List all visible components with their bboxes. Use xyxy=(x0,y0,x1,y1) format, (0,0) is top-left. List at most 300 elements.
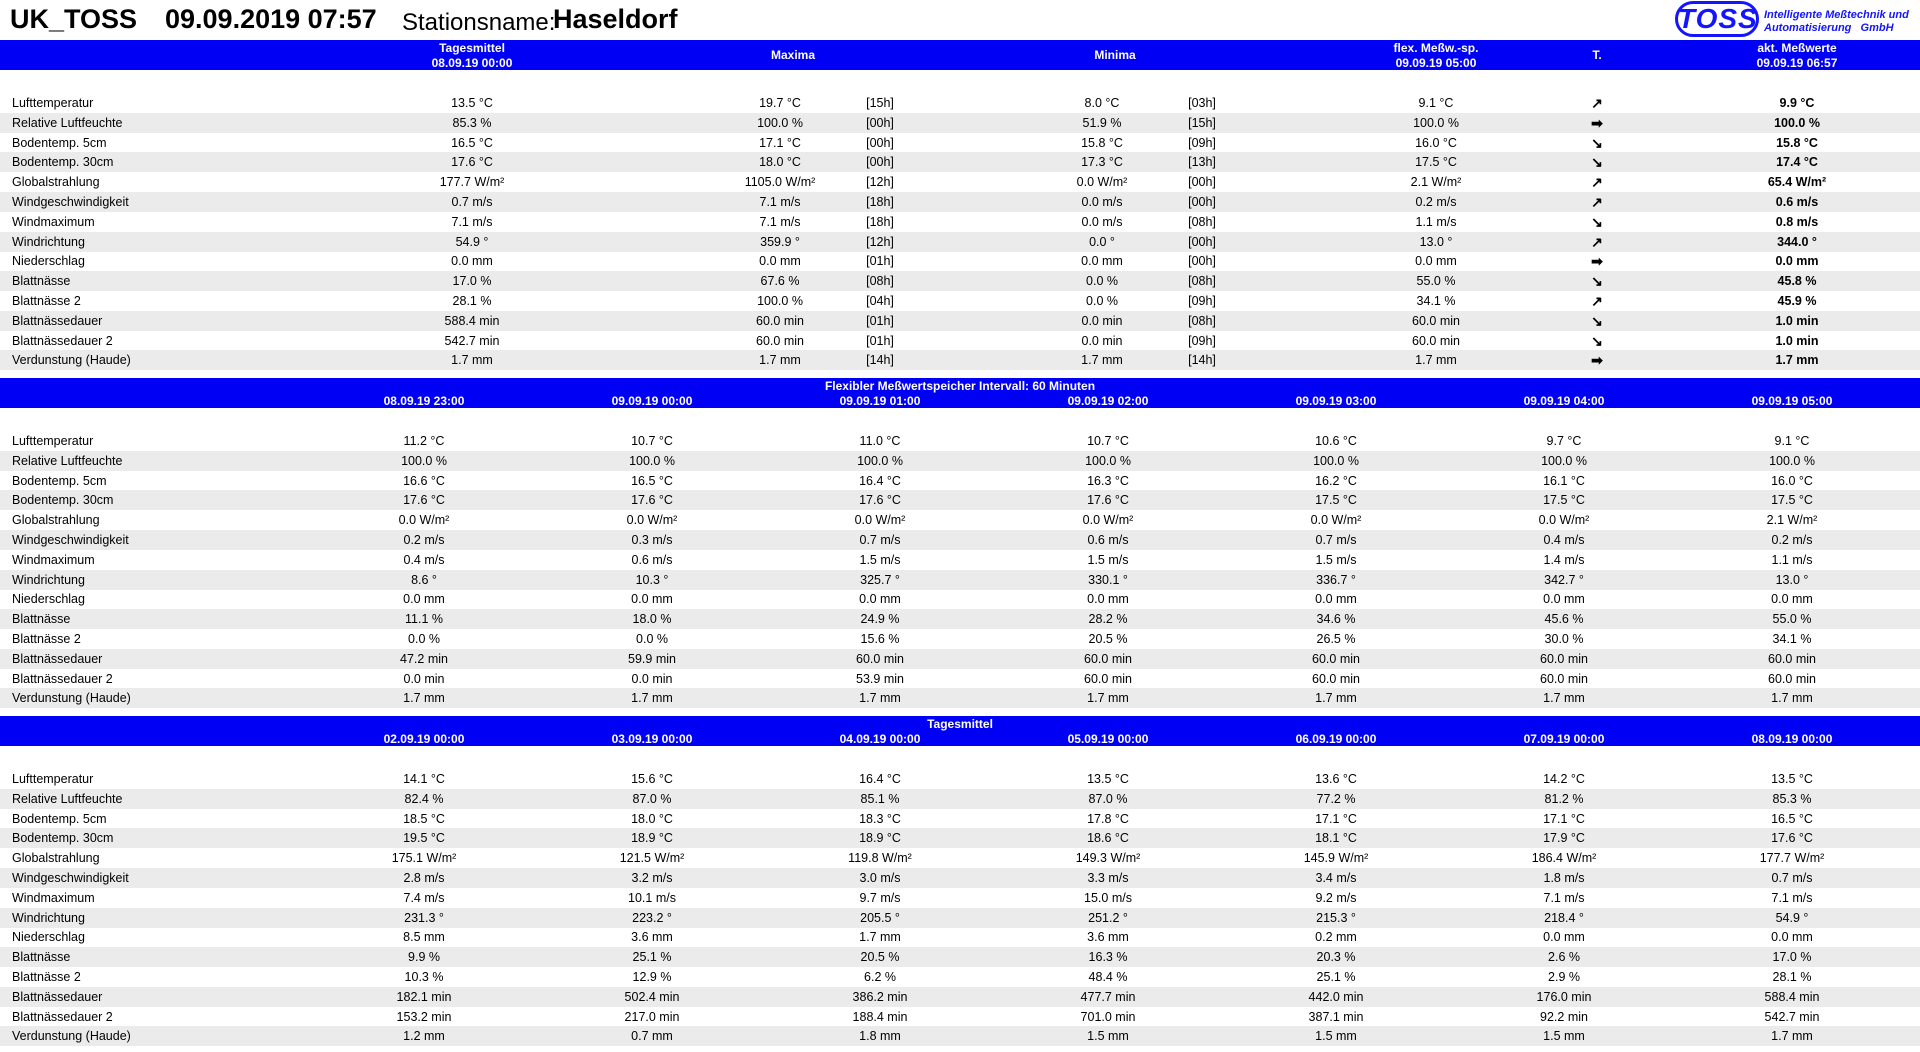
cell-akt: 45.8 % xyxy=(1777,274,1817,289)
row-label: Niederschlag xyxy=(12,592,85,607)
column-date-header: 03.09.19 00:00 xyxy=(611,732,693,746)
cell-flex: 17.5 °C xyxy=(1415,155,1457,170)
row-background xyxy=(0,451,1920,471)
table-cell: 13.5 °C xyxy=(1087,772,1129,786)
table-cell: 2.8 m/s xyxy=(403,871,445,885)
table-cell: 0.0 mm xyxy=(1087,592,1129,607)
row-background xyxy=(0,868,1920,888)
station-name: Haseldorf xyxy=(553,4,678,34)
table-cell: 16.3 % xyxy=(1088,950,1128,965)
row-label: Blattnässedauer 2 xyxy=(12,671,113,686)
cell-max-h: [15h] xyxy=(866,96,894,110)
cell-avg: 54.9 ° xyxy=(455,234,489,249)
column-date-header: 02.09.19 00:00 xyxy=(383,732,465,746)
trend-arrow-icon: ➡ xyxy=(1591,253,1603,270)
table-cell: 18.9 °C xyxy=(631,831,673,846)
cell-avg: 7.1 m/s xyxy=(451,214,493,229)
cell-min-h: [00h] xyxy=(1188,195,1216,209)
table-cell: 1.5 m/s xyxy=(859,552,901,567)
table-cell: 1.5 mm xyxy=(1315,1029,1357,1044)
trend-arrow-icon: ↘ xyxy=(1591,154,1603,171)
cell-avg: 542.7 min xyxy=(444,333,500,348)
column-date-header: 09.09.19 00:00 xyxy=(611,394,693,408)
row-background xyxy=(0,649,1920,669)
table-cell: 28.2 % xyxy=(1088,612,1128,627)
cell-avg: 17.0 % xyxy=(452,274,492,289)
cell-akt: 45.9 % xyxy=(1777,294,1817,308)
table-cell: 16.0 °C xyxy=(1771,473,1813,488)
cell-min: 15.8 °C xyxy=(1081,135,1123,150)
row-background xyxy=(0,152,1920,172)
table-cell: 1.7 mm xyxy=(1543,691,1585,706)
table-cell: 1.7 mm xyxy=(1771,1029,1813,1044)
cell-flex: 0.2 m/s xyxy=(1415,195,1457,209)
trend-arrow-icon: ➡ xyxy=(1591,114,1603,131)
table-cell: 18.3 °C xyxy=(859,811,901,826)
table-cell: 11.0 °C xyxy=(859,434,901,448)
row-label: Verdunstung (Haude) xyxy=(12,353,131,368)
cell-flex: 9.1 °C xyxy=(1418,96,1454,110)
table-cell: 1.7 mm xyxy=(1315,691,1357,706)
table-cell: 330.1 ° xyxy=(1088,572,1128,587)
table-cell: 100.0 % xyxy=(401,453,447,468)
table-cell: 17.6 °C xyxy=(1771,831,1813,846)
cell-max: 18.0 °C xyxy=(759,155,801,170)
row-label: Lufttemperatur xyxy=(12,772,94,786)
table-cell: 77.2 % xyxy=(1316,791,1356,806)
table-cell: 100.0 % xyxy=(1085,453,1131,468)
cell-akt: 0.6 m/s xyxy=(1775,195,1819,209)
cell-max: 7.1 m/s xyxy=(759,195,801,209)
table-cell: 55.0 % xyxy=(1772,612,1812,627)
table-cell: 1.1 m/s xyxy=(1771,552,1813,567)
trend-arrow-icon: ↘ xyxy=(1591,312,1603,329)
toss-logo xyxy=(1675,0,1920,40)
row-label: Bodentemp. 30cm xyxy=(12,155,114,170)
table-cell: 1.5 m/s xyxy=(1087,552,1129,567)
table-cell: 82.4 % xyxy=(404,791,444,806)
cell-avg: 0.0 mm xyxy=(451,254,493,269)
table-cell: 0.0 W/m² xyxy=(626,513,678,528)
table-cell: 0.0 W/m² xyxy=(854,513,906,528)
table-cell: 17.1 °C xyxy=(1315,811,1357,826)
row-background xyxy=(0,271,1920,291)
cell-min-h: [15h] xyxy=(1188,115,1216,130)
table-cell: 14.2 °C xyxy=(1543,772,1585,786)
table-cell: 16.6 °C xyxy=(403,473,445,488)
cell-min: 17.3 °C xyxy=(1081,155,1123,170)
row-label: Blattnässedauer 2 xyxy=(12,1009,113,1024)
table-cell: 16.4 °C xyxy=(859,772,901,786)
row-label: Bodentemp. 5cm xyxy=(12,473,107,488)
table-cell: 0.0 mm xyxy=(631,592,673,607)
table-cell: 153.2 min xyxy=(396,1009,452,1024)
table-cell: 16.4 °C xyxy=(859,473,901,488)
cell-max: 60.0 min xyxy=(756,333,804,348)
cell-min-h: [08h] xyxy=(1188,274,1216,289)
row-background xyxy=(0,1026,1920,1046)
table-cell: 24.9 % xyxy=(860,612,900,627)
row-label: Blattnässe xyxy=(12,950,71,965)
daily-avg-header-bar xyxy=(0,716,1920,746)
cell-min-h: [00h] xyxy=(1188,234,1216,249)
table-cell: 2.6 % xyxy=(1548,950,1580,965)
table-cell: 0.7 mm xyxy=(631,1029,673,1044)
row-background xyxy=(0,688,1920,708)
table-cell: 18.0 °C xyxy=(631,811,673,826)
row-label: Windrichtung xyxy=(12,910,85,925)
table-cell: 325.7 ° xyxy=(860,572,900,587)
trend-arrow-icon: ↘ xyxy=(1591,134,1603,151)
cell-max: 7.1 m/s xyxy=(759,214,801,229)
row-label: Windrichtung xyxy=(12,572,85,587)
table-cell: 19.5 °C xyxy=(403,831,445,846)
table-cell: 0.0 % xyxy=(408,632,440,646)
table-cell: 13.6 °C xyxy=(1315,772,1357,786)
table-cell: 10.7 °C xyxy=(631,434,673,448)
row-label: Windmaximum xyxy=(12,890,95,905)
row-label: Blattnässe 2 xyxy=(12,632,81,646)
table-cell: 1.5 mm xyxy=(1543,1029,1585,1044)
table-cell: 60.0 min xyxy=(1540,671,1588,686)
cell-min-h: [09h] xyxy=(1188,294,1216,308)
cell-max: 1.7 mm xyxy=(759,353,801,368)
logo-badge: TOSS xyxy=(1675,1,1759,37)
table-cell: 85.1 % xyxy=(860,791,900,806)
cell-avg: 0.7 m/s xyxy=(451,195,493,209)
row-label: Lufttemperatur xyxy=(12,96,94,110)
table-cell: 3.6 mm xyxy=(1087,930,1129,945)
table-cell: 701.0 min xyxy=(1080,1009,1136,1024)
table-cell: 15.6 °C xyxy=(631,772,673,786)
row-label: Verdunstung (Haude) xyxy=(12,691,131,706)
trend-arrow-icon: ↘ xyxy=(1591,332,1603,349)
row-background xyxy=(0,113,1920,133)
cell-flex: 60.0 min xyxy=(1412,313,1460,328)
cell-max-h: [08h] xyxy=(866,274,894,289)
table-cell: 205.5 ° xyxy=(860,910,900,925)
table-cell: 18.9 °C xyxy=(859,831,901,846)
table-cell: 502.4 min xyxy=(624,989,680,1004)
cell-max: 67.6 % xyxy=(760,274,800,289)
table-cell: 0.0 % xyxy=(636,632,668,646)
table-cell: 10.3 % xyxy=(404,970,444,984)
table-cell: 48.4 % xyxy=(1088,970,1128,984)
row-background xyxy=(0,490,1920,510)
cell-max-h: [00h] xyxy=(866,115,894,130)
table-cell: 12.9 % xyxy=(632,970,672,984)
row-background xyxy=(0,987,1920,1007)
cell-min: 0.0 m/s xyxy=(1081,214,1123,229)
trend-arrow-icon: ↘ xyxy=(1591,213,1603,230)
cell-avg: 28.1 % xyxy=(452,294,492,308)
table-cell: 13.5 °C xyxy=(1771,772,1813,786)
cell-max-h: [18h] xyxy=(866,195,894,209)
table-cell: 0.0 mm xyxy=(1771,592,1813,607)
col-header-flex-date: 09.09.19 05:00 xyxy=(1395,56,1477,70)
cell-min: 51.9 % xyxy=(1082,115,1122,130)
table-cell: 175.1 W/m² xyxy=(391,851,457,866)
cell-max-h: [00h] xyxy=(866,155,894,170)
table-cell: 17.5 °C xyxy=(1543,493,1585,508)
cell-min-h: [09h] xyxy=(1188,333,1216,348)
col-header-maxima: Maxima xyxy=(770,48,816,62)
table-cell: 100.0 % xyxy=(1313,453,1359,468)
table-cell: 34.1 % xyxy=(1772,632,1812,646)
cell-flex: 55.0 % xyxy=(1416,274,1456,289)
flex-storage-header-bar xyxy=(0,378,1920,408)
table-cell: 0.2 mm xyxy=(1315,930,1357,945)
table-cell: 100.0 % xyxy=(1769,453,1815,468)
cell-max: 100.0 % xyxy=(757,294,803,308)
cell-flex: 1.7 mm xyxy=(1415,353,1457,368)
col-header-tagesmittel-date: 08.09.19 00:00 xyxy=(431,56,513,70)
row-label: Blattnässedauer 2 xyxy=(12,333,113,348)
table-cell: 0.7 m/s xyxy=(859,533,901,547)
trend-arrow-icon: ↗ xyxy=(1591,233,1603,250)
cell-min: 0.0 mm xyxy=(1081,254,1123,269)
cell-min-h: [08h] xyxy=(1188,214,1216,229)
table-cell: 3.4 m/s xyxy=(1315,871,1357,885)
table-cell: 0.3 m/s xyxy=(631,533,673,547)
table-cell: 87.0 % xyxy=(1088,791,1128,806)
station-id: UK_TOSS xyxy=(10,4,138,34)
cell-akt: 15.8 °C xyxy=(1776,135,1818,150)
table-cell: 215.3 ° xyxy=(1316,910,1356,925)
table-cell: 18.0 % xyxy=(632,612,672,627)
row-label: Niederschlag xyxy=(12,930,85,945)
column-date-header: 09.09.19 04:00 xyxy=(1523,394,1605,408)
cell-max-h: [01h] xyxy=(866,254,894,269)
table-cell: 53.9 min xyxy=(856,671,904,686)
cell-avg: 177.7 W/m² xyxy=(439,175,505,190)
table-cell: 47.2 min xyxy=(400,651,448,666)
table-cell: 17.5 °C xyxy=(1771,493,1813,508)
cell-max-h: [14h] xyxy=(866,353,894,368)
cell-max-h: [18h] xyxy=(866,214,894,229)
row-label: Blattnässedauer xyxy=(12,651,103,666)
table-cell: 0.2 m/s xyxy=(403,533,445,547)
table-cell: 231.3 ° xyxy=(404,910,444,925)
row-label: Windgeschwindigkeit xyxy=(12,871,129,885)
table-cell: 1.7 mm xyxy=(859,691,901,706)
table-cell: 119.8 W/m² xyxy=(848,851,912,866)
table-cell: 100.0 % xyxy=(1541,453,1587,468)
cell-max-h: [01h] xyxy=(866,313,894,328)
column-date-header: 08.09.19 00:00 xyxy=(1751,732,1833,746)
table-cell: 20.5 % xyxy=(860,950,900,965)
table-cell: 20.5 % xyxy=(1088,632,1128,646)
logo-text: Intelligente Meßtechnik und Automatisierung GmbH xyxy=(1764,9,1909,34)
row-background xyxy=(0,570,1920,590)
table-cell: 17.1 °C xyxy=(1543,811,1585,826)
table-cell: 3.0 m/s xyxy=(859,871,901,885)
col-header-akt-date: 09.09.19 06:57 xyxy=(1756,56,1838,70)
table-cell: 16.5 °C xyxy=(631,473,673,488)
table-cell: 30.0 % xyxy=(1544,632,1584,646)
table-cell: 3.6 mm xyxy=(631,930,673,945)
table-cell: 16.5 °C xyxy=(1771,811,1813,826)
cell-min: 0.0 % xyxy=(1086,274,1118,289)
row-label: Globalstrahlung xyxy=(12,175,100,190)
column-date-header: 08.09.19 23:00 xyxy=(383,394,465,408)
row-background xyxy=(0,192,1920,212)
flex-storage-title: Flexibler Meßwertspeicher Intervall: 60 Minuten xyxy=(824,379,1096,393)
table-cell: 25.1 % xyxy=(1316,970,1356,984)
row-background xyxy=(0,609,1920,629)
cell-avg: 588.4 min xyxy=(444,313,500,328)
table-cell: 0.0 mm xyxy=(1543,592,1585,607)
table-cell: 10.1 m/s xyxy=(628,890,676,905)
table-cell: 336.7 ° xyxy=(1316,572,1356,587)
cell-min: 0.0 min xyxy=(1081,313,1123,328)
table-cell: 60.0 min xyxy=(1312,651,1360,666)
row-label: Verdunstung (Haude) xyxy=(12,1029,131,1044)
table-cell: 0.2 m/s xyxy=(1771,533,1813,547)
table-cell: 92.2 min xyxy=(1540,1009,1588,1024)
table-cell: 8.6 ° xyxy=(411,572,437,587)
cell-akt: 100.0 % xyxy=(1774,115,1820,130)
table-cell: 1.7 mm xyxy=(1087,691,1129,706)
table-cell: 11.1 % xyxy=(405,612,443,627)
cell-akt: 65.4 W/m² xyxy=(1767,175,1827,190)
table-cell: 60.0 min xyxy=(1312,671,1360,686)
cell-akt: 0.0 mm xyxy=(1775,254,1819,269)
cell-max-h: [12h] xyxy=(866,175,894,190)
trend-arrow-icon: ↗ xyxy=(1591,293,1603,309)
cell-flex: 60.0 min xyxy=(1412,333,1460,348)
table-cell: 17.5 °C xyxy=(1315,493,1357,508)
table-cell: 60.0 min xyxy=(1540,651,1588,666)
table-cell: 16.1 °C xyxy=(1543,473,1585,488)
table-cell: 0.7 m/s xyxy=(1771,871,1813,885)
row-background xyxy=(0,350,1920,370)
table-cell: 17.0 % xyxy=(1772,950,1812,965)
table-cell: 342.7 ° xyxy=(1544,572,1584,587)
table-cell: 0.0 W/m² xyxy=(1538,513,1590,528)
cell-avg: 13.5 °C xyxy=(451,96,493,110)
cell-min: 0.0 min xyxy=(1081,333,1123,348)
table-cell: 7.4 m/s xyxy=(403,890,445,905)
cell-akt: 0.8 m/s xyxy=(1775,214,1819,229)
table-cell: 177.7 W/m² xyxy=(1759,851,1825,866)
table-cell: 0.0 W/m² xyxy=(1310,513,1362,528)
row-label: Niederschlag xyxy=(12,254,85,269)
table-cell: 477.7 min xyxy=(1080,989,1136,1004)
table-cell: 9.7 °C xyxy=(1546,434,1582,448)
table-cell: 223.2 ° xyxy=(632,910,672,925)
table-cell: 25.1 % xyxy=(632,950,672,965)
table-cell: 1.4 m/s xyxy=(1543,552,1585,567)
cell-max: 1105.0 W/m² xyxy=(744,175,816,190)
column-date-header: 09.09.19 05:00 xyxy=(1751,394,1833,408)
table-cell: 15.0 m/s xyxy=(1084,890,1132,905)
cell-akt: 9.9 °C xyxy=(1779,96,1815,110)
cell-max: 19.7 °C xyxy=(759,96,801,110)
table-cell: 186.4 W/m² xyxy=(1531,851,1597,866)
cell-min: 0.0 m/s xyxy=(1081,195,1123,209)
table-cell: 28.1 % xyxy=(1772,970,1812,984)
row-label: Globalstrahlung xyxy=(12,513,100,528)
row-label: Blattnässedauer xyxy=(12,989,103,1004)
trend-arrow-icon: ↗ xyxy=(1591,95,1603,111)
table-cell: 0.0 mm xyxy=(1771,930,1813,945)
table-cell: 1.7 mm xyxy=(631,691,673,706)
table-cell: 17.6 °C xyxy=(1087,493,1129,508)
table-cell: 10.7 °C xyxy=(1087,434,1129,448)
row-label: Relative Luftfeuchte xyxy=(12,791,123,806)
table-cell: 9.1 °C xyxy=(1774,434,1810,448)
cell-flex: 13.0 ° xyxy=(1419,234,1453,249)
table-cell: 0.0 min xyxy=(631,671,673,686)
datetime: 09.09.2019 07:57 xyxy=(165,4,377,34)
table-cell: 85.3 % xyxy=(1772,791,1812,806)
table-cell: 0.6 m/s xyxy=(1087,533,1129,547)
row-background xyxy=(0,232,1920,252)
cell-min-h: [14h] xyxy=(1188,353,1216,368)
table-cell: 0.4 m/s xyxy=(403,552,445,567)
station-name-label: Stationsname: xyxy=(402,9,556,36)
table-cell: 387.1 min xyxy=(1308,1009,1364,1024)
table-cell: 20.3 % xyxy=(1316,950,1356,965)
table-cell: 217.0 min xyxy=(624,1009,680,1024)
row-label: Bodentemp. 5cm xyxy=(12,135,107,150)
row-background xyxy=(0,530,1920,550)
table-cell: 1.5 m/s xyxy=(1315,552,1357,567)
table-cell: 26.5 % xyxy=(1316,632,1356,646)
table-cell: 14.1 °C xyxy=(403,772,445,786)
table-cell: 1.8 mm xyxy=(859,1029,901,1044)
table-cell: 149.3 W/m² xyxy=(1075,851,1141,866)
table-cell: 34.6 % xyxy=(1316,612,1356,627)
cell-max-h: [00h] xyxy=(866,135,894,150)
table-cell: 18.5 °C xyxy=(403,811,445,826)
cell-avg: 1.7 mm xyxy=(451,353,493,368)
table-cell: 13.0 ° xyxy=(1775,572,1809,587)
row-label: Lufttemperatur xyxy=(12,434,94,448)
column-date-header: 04.09.19 00:00 xyxy=(839,732,921,746)
cell-min-h: [00h] xyxy=(1188,175,1216,190)
row-label: Windgeschwindigkeit xyxy=(12,195,129,209)
cell-avg: 17.6 °C xyxy=(451,155,493,170)
trend-arrow-icon: ↗ xyxy=(1591,194,1603,210)
cell-min: 0.0 % xyxy=(1086,294,1118,308)
table-cell: 60.0 min xyxy=(1084,651,1132,666)
column-date-header: 07.09.19 00:00 xyxy=(1523,732,1605,746)
table-cell: 60.0 min xyxy=(1768,671,1816,686)
table-cell: 60.0 min xyxy=(856,651,904,666)
table-cell: 10.3 ° xyxy=(635,572,669,587)
table-cell: 59.9 min xyxy=(628,651,676,666)
table-cell: 54.9 ° xyxy=(1775,910,1809,925)
daily-avg-title: Tagesmittel xyxy=(927,717,993,731)
table-cell: 17.6 °C xyxy=(403,493,445,508)
row-background xyxy=(0,908,1920,928)
table-cell: 1.7 mm xyxy=(403,691,445,706)
row-label: Globalstrahlung xyxy=(12,851,100,866)
table-cell: 1.5 mm xyxy=(1087,1029,1129,1044)
row-label: Blattnässe 2 xyxy=(12,970,81,984)
table-cell: 9.2 m/s xyxy=(1315,890,1357,905)
col-header-tagesmittel: Tagesmittel xyxy=(439,41,505,55)
cell-max: 17.1 °C xyxy=(759,135,801,150)
cell-max: 100.0 % xyxy=(757,115,803,130)
cell-min-h: [13h] xyxy=(1188,155,1216,170)
cell-max: 60.0 min xyxy=(756,313,804,328)
table-cell: 145.9 W/m² xyxy=(1303,851,1369,866)
trend-arrow-icon: ➡ xyxy=(1591,352,1603,369)
table-cell: 0.0 W/m² xyxy=(398,513,450,528)
